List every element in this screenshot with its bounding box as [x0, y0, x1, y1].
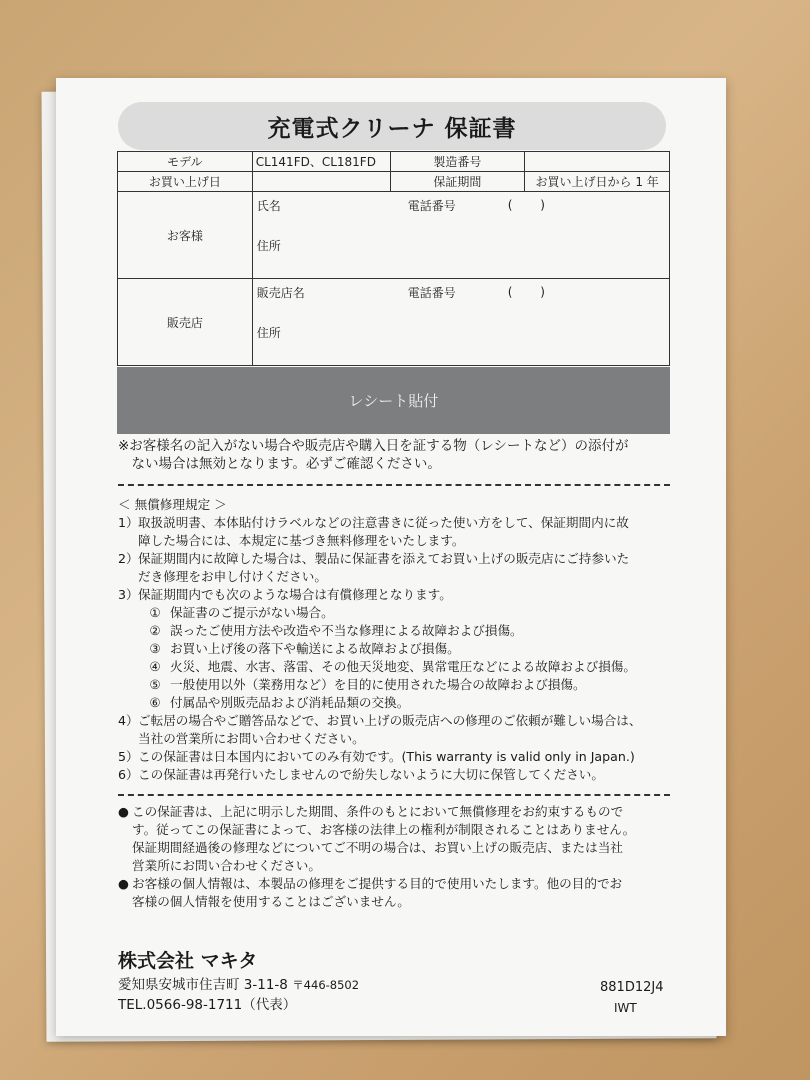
- customer-label: お客様: [118, 192, 253, 279]
- validity-notice: [118, 437, 678, 473]
- serial-label: 製造番号: [390, 152, 525, 172]
- dealer-section: [252, 279, 669, 366]
- notice-line: ない場合は無効となります。必ずご確認ください。: [118, 456, 441, 472]
- serial-value: [525, 152, 670, 172]
- rule-item: 1） 取扱説明書、本体貼付けラベルなどの注意書きに従った使い方をして、保証期間内に故 障した場合には、本規定に基づき無料修理をいたします。: [118, 515, 629, 548]
- model-value: CL141FD、CL181FD: [252, 152, 390, 172]
- dashed-divider: [118, 484, 670, 486]
- note-item: ● お客様の個人情報は、本製品の修理をご提供する目的で使用いたします。他の目的でお 客様の個人情報を使用することはございません。: [118, 876, 623, 909]
- warranty-info-table: [117, 151, 670, 366]
- notice-line: ※お客様名の記入がない場合や販売店や購入日を証する物（レシートなど）の添付が: [118, 438, 629, 454]
- company-postal: 〒446-8502: [292, 978, 360, 992]
- customer-phone-parens: ( ): [507, 198, 545, 212]
- rule-item: 2） 保証期間内に故障した場合は、製品に保証書を添えてお買い上げの販売店にご持参いた だき修理をお申し付けください。: [118, 551, 630, 584]
- free-repair-rules: [118, 496, 678, 784]
- document-code: [600, 978, 663, 1018]
- warranty-period-value: お買い上げ日から 1 年: [525, 172, 670, 192]
- rule-subitem: ③ お買い上げ後の落下や輸送による故障および損傷。: [149, 641, 460, 656]
- rule-item: 4） ご転居の場合やご贈答品などで、お買い上げの販売店への修理のご依頼が難しい場合は、 当社の営業所にお問い合わせください。: [118, 713, 642, 746]
- dealer-label: 販売店: [118, 279, 253, 366]
- company-address-block: [118, 975, 359, 1015]
- customer-section: [252, 192, 669, 279]
- company-name: 株式会社 マキタ: [118, 950, 258, 972]
- customer-phone-label: 電話番号: [407, 199, 456, 213]
- warranty-card: [56, 78, 726, 1036]
- warranty-notes: [118, 803, 678, 911]
- rule-subitem: ④ 火災、地震、水害、落雷、その他天災地変、異常電圧などによる故障および損傷。: [149, 659, 636, 674]
- model-label: モデル: [118, 152, 253, 172]
- purchase-date-value: [252, 172, 390, 192]
- rule-item: 5） この保証書は日本国内においてのみ有効です。(This warranty is valid only in Japan.): [118, 749, 635, 764]
- dealer-phone-parens: ( ): [507, 285, 545, 299]
- customer-name-label: 氏名: [256, 199, 281, 213]
- company-tel: TEL.0566-98-1711（代表）: [118, 997, 297, 1013]
- note-item: ● この保証書は、上記に明示した期間、条件のもとにおいて無償修理をお約束するもので す。従ってこの保証書によって、お客様の法律上の権利が制限されることはありません。 保証期間経過後の修理などについてご不明の場合は、お買い上げの販売店、または当社 営業所にお問い合わせください。: [118, 804, 636, 873]
- rule-item: 6） この保証書は再発行いたしませんので紛失しないように大切に保管してください。: [118, 767, 604, 782]
- receipt-label: レシート貼付: [348, 392, 439, 410]
- receipt-attach-area: [117, 367, 670, 434]
- customer-address-label: 住所: [256, 239, 281, 253]
- rules-heading: ＜ 無償修理規定 ＞: [118, 497, 227, 512]
- dealer-name-label: 販売店名: [256, 286, 305, 300]
- company-address: 愛知県安城市住吉町 3-11-8: [118, 977, 288, 993]
- document-code-line2: IWT: [614, 1001, 637, 1015]
- dealer-phone-label: 電話番号: [407, 286, 456, 300]
- page-title: 充電式クリーナ 保証書: [118, 102, 666, 150]
- document-code-line1: 881D12J4: [600, 980, 664, 995]
- purchase-date-label: お買い上げ日: [118, 172, 253, 192]
- dashed-divider: [118, 794, 670, 796]
- rule-subitem: ② 誤ったご使用方法や改造や不当な修理による故障および損傷。: [149, 623, 523, 638]
- rule-subitem: ① 保証書のご提示がない場合。: [149, 605, 334, 620]
- warranty-period-label: 保証期間: [390, 172, 525, 192]
- rule-subitem: ⑤ 一般使用以外（業務用など）を目的に使用された場合の故障および損傷。: [149, 677, 586, 692]
- dealer-address-label: 住所: [256, 326, 281, 340]
- rule-item: 3） 保証期間内でも次のような場合は有償修理となります。: [118, 587, 452, 602]
- rule-subitem: ⑥ 付属品や別販売品および消耗品類の交換。: [149, 695, 410, 710]
